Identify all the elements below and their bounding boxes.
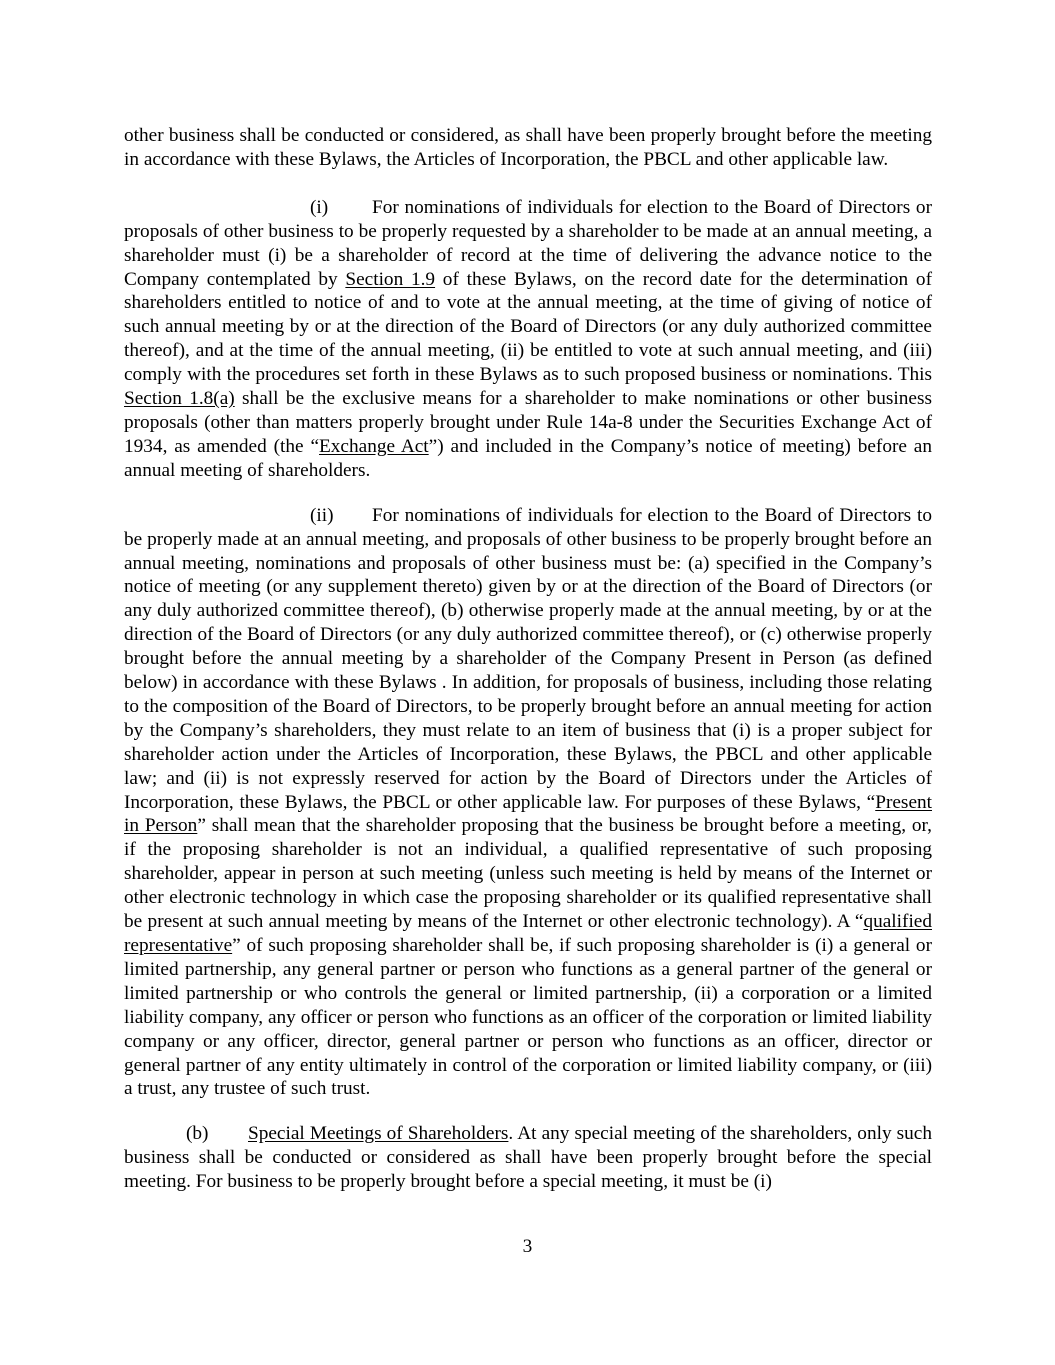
- text-run: ” of such proposing shareholder shall be, if such proposing shareholder is (i) a general or limited partnership, any general partner or person who functions as a general partner of the general or limited partnership or who controls the general or limited partnership, (ii) a corporation or a limited liability company, any officer or person who functions as an officer of the corporation or limited liability company or any officer, director, general partner or person who functions as an officer, director or general partner of any entity ultimately in control of the corporation or limited liability company, or (iii) a trust, any trustee of such trust.: [124, 935, 932, 1100]
- section-reference: Section 1.8(a): [124, 388, 235, 410]
- section-heading: Special Meetings of Shareholders: [248, 1123, 509, 1145]
- text-run: . At any special meeting of the shareholders, only such business shall be conducted or considered as shall have been properly brought before the special meeting. For business to be properly brought before a special meeting, it must be (i): [124, 1123, 932, 1193]
- section-reference: Section 1.9: [345, 268, 436, 290]
- paragraph-a-i: [124, 196, 932, 483]
- paragraph-b: [124, 1122, 932, 1194]
- text-run: shall be the exclusive means for a shareholder to make nominations or other business proposals (other than matters properly brought under Rule 14a-8 under the Securities Exchange Act of 1934, as amended (the “: [124, 388, 932, 457]
- page-number: 3: [522, 1236, 533, 1257]
- list-marker: (b): [186, 1123, 209, 1145]
- list-marker: (ii): [310, 504, 334, 526]
- defined-term: Present in Person: [124, 791, 932, 837]
- defined-term: Exchange Act: [319, 435, 429, 457]
- paragraph-continuation: other business shall be conducted or considered, as shall have been properly brought before the meeting in accordance with these Bylaws, the Articles of Incorporation, the PBCL and other applicable law.: [124, 125, 932, 170]
- text-run: For nominations of individuals for election to the Board of Directors or proposals of other business to be properly requested by a shareholder to be made at an annual meeting, a shareholder must (i) be a shareholder of record at the time of delivering the advance notice to the Company contemplated by: [124, 196, 932, 290]
- document-page: [124, 124, 932, 1194]
- list-marker: (i): [310, 196, 329, 218]
- defined-term: qualified representative: [124, 911, 932, 956]
- text-run: For nominations of individuals for election to the Board of Directors to be properly made at an annual meeting, and proposals of other business to be properly brought before an annual meeting, nominations and proposals of other business must be: (a) specified in the Company’s notice of meeting (or any supplement thereto) given by or at the direction of the Board of Directors (or any duly authorized committee thereof), (b) otherwise properly made at the annual meeting, by or at the direction of the Board of Directors (or any duly authorized committee thereof), or (c) otherwise properly brought before the annual meeting by a shareholder of the Company Present in Person (as defined below) in accordance with these Bylaws . In addition, for proposals of business, including those relating to the composition of the Board of Directors, to be properly brought before an annual meeting for action by the Company’s shareholders, they must relate to an item of business that (i) is a proper subject for shareholder action under the Articles of Incorporation, these Bylaws, the PBCL and other applicable law; and (ii) is not expressly reserved for action by the Board of Directors under the Articles of Incorporation, these Bylaws, the PBCL or other applicable law. For purposes of these Bylaws, “: [124, 504, 932, 813]
- text-run: ”) and included in the Company’s notice of meeting) before an annual meeting of shareholders.: [124, 435, 933, 481]
- text-run: ” shall mean that the shareholder proposing that the business be brought before a meeting, or, if the proposing shareholder is not an individual, a qualified representative of such proposing shareholder, appear in person at such meeting (unless such meeting is held by means of the Internet or other electronic technology in which case the proposing shareholder or its qualified representative shall be present at such annual meeting by means of the Internet or other electronic technology). A “: [124, 815, 932, 933]
- paragraph-a-ii: [124, 504, 932, 1102]
- text-run: of these Bylaws, on the record date for the determination of shareholders entitled to notice of and to vote at the annual meeting, at the time of giving of notice of such annual meeting by or at the direction of the Board of Directors (or any duly authorized committee thereof), and at the time of the annual meeting, (ii) be entitled to vote at such annual meeting, and (iii) comply with the procedures set forth in these Bylaws as to such proposed business or nominations. This: [124, 268, 932, 386]
